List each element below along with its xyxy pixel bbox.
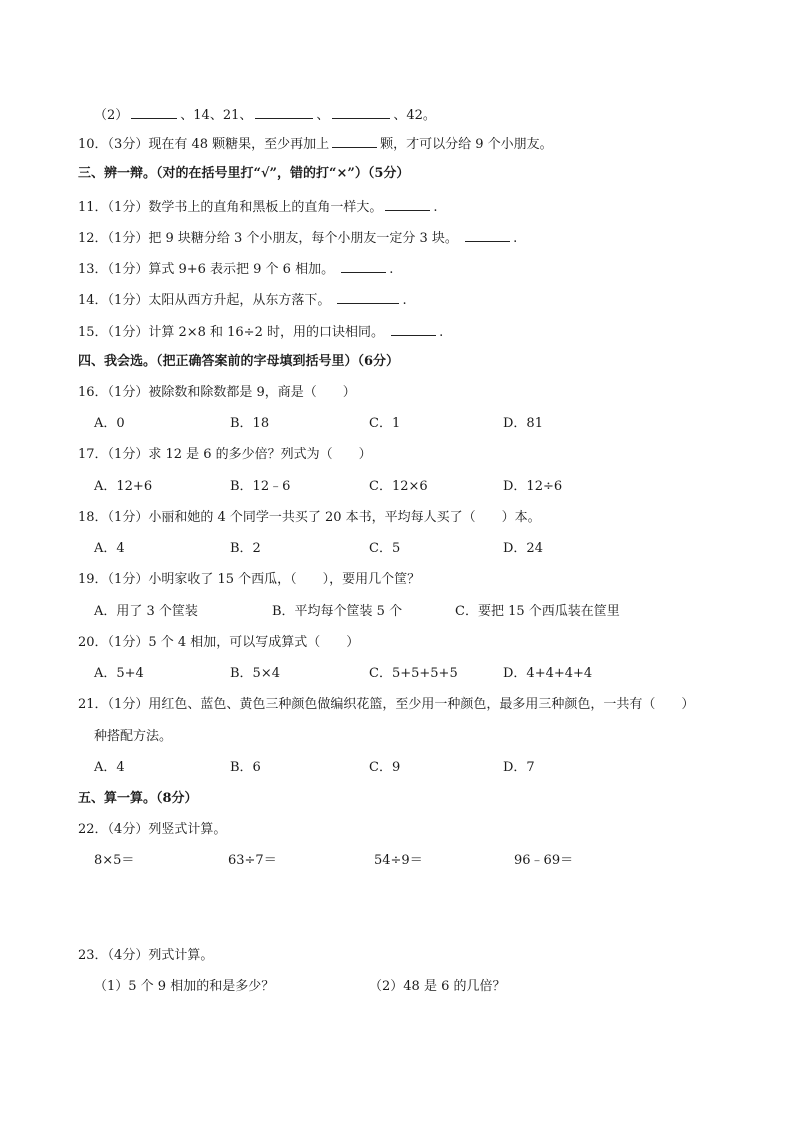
answer-blank[interactable] — [332, 135, 377, 148]
sub-question-2-line — [94, 106, 436, 124]
question-11 — [78, 198, 437, 216]
question-14 — [78, 291, 407, 309]
calc-item: 8×5＝ — [94, 853, 135, 868]
option-b[interactable]: B．6 — [230, 760, 261, 775]
question-text: 15．（1分）计算 2×8 和 16÷2 时，用的口诀相同。 — [78, 325, 384, 340]
sequence-text: 、14、21、 — [180, 108, 253, 123]
option-c[interactable]: C．要把 15 个西瓜装在筐里 — [455, 604, 620, 619]
option-d[interactable]: D．81 — [503, 416, 543, 431]
question-text: 12．（1分）把 9 块糖分给 3 个小朋友，每个小朋友一定分 3 块。 — [78, 231, 458, 246]
question-22: 22．（4分）列竖式计算。 — [78, 822, 227, 837]
option-a[interactable]: A．用了 3 个筐装 — [94, 604, 198, 619]
end-dot: . — [433, 200, 438, 215]
sub-question-1: （1）5 个 9 相加的和是多少？ — [94, 979, 275, 994]
question-text: 颗，才可以分给 9 个小朋友。 — [380, 137, 553, 152]
answer-blank[interactable] — [391, 323, 436, 336]
question-13 — [78, 260, 393, 278]
option-b[interactable]: B．12﹣6 — [230, 479, 291, 494]
sequence-text: 、42。 — [393, 108, 436, 123]
option-d[interactable]: D．24 — [503, 541, 543, 556]
question-17: 17．（1分）求 12 是 6 的多少倍？列式为（ ） — [78, 447, 372, 462]
answer-blank[interactable] — [332, 106, 390, 119]
question-text: 11．（1分）数学书上的直角和黑板上的直角一样大。 — [78, 200, 383, 215]
question-text: 10．（3分）现在有 48 颗糖果，至少再加上 — [78, 137, 330, 152]
question-23: 23．（4分）列式计算。 — [78, 948, 214, 963]
calc-item: 96﹣69＝ — [514, 853, 574, 868]
option-a[interactable]: A．4 — [94, 541, 125, 556]
question-15 — [78, 323, 443, 341]
section-4-heading: 四、我会选。（把正确答案前的字母填到括号里）（6分） — [78, 354, 400, 369]
option-a[interactable]: A．0 — [94, 416, 125, 431]
answer-blank[interactable] — [341, 260, 386, 273]
option-a[interactable]: A．4 — [94, 760, 125, 775]
section-3-heading: 三、辨一辩。（对的在括号里打“√”，错的打“×”）（5分） — [78, 166, 410, 181]
option-d[interactable]: D．7 — [503, 760, 535, 775]
option-c[interactable]: C．1 — [369, 416, 401, 431]
calc-item: 54÷9＝ — [374, 853, 423, 868]
sub-question-2: （2）48 是 6 的几倍？ — [369, 979, 506, 994]
answer-blank[interactable] — [385, 198, 430, 211]
option-b[interactable]: B．18 — [230, 416, 270, 431]
question-16: 16．（1分）被除数和除数都是 9，商是（ ） — [78, 385, 356, 400]
option-c[interactable]: C．5 — [369, 541, 401, 556]
calc-item: 63÷7＝ — [228, 853, 277, 868]
answer-blank[interactable] — [337, 291, 399, 304]
answer-blank[interactable] — [255, 106, 313, 119]
question-18: 18．（1分）小丽和她的 4 个同学一共买了 20 本书，平均每人买了（ ）本。 — [78, 510, 541, 525]
option-c[interactable]: C．12×6 — [369, 479, 428, 494]
end-dot: . — [439, 325, 444, 340]
question-text: 13．（1分）算式 9+6 表示把 9 个 6 相加。 — [78, 262, 335, 277]
end-dot: . — [389, 262, 394, 277]
option-c[interactable]: C．9 — [369, 760, 401, 775]
option-b[interactable]: B．平均每个筐装 5 个 — [272, 604, 403, 619]
question-21-continued: 种搭配方法。 — [94, 729, 173, 744]
sub-question-label: （2） — [94, 108, 129, 123]
option-d[interactable]: D．12÷6 — [503, 479, 563, 494]
end-dot: . — [402, 293, 407, 308]
sequence-text: 、 — [316, 108, 330, 123]
option-b[interactable]: B．2 — [230, 541, 261, 556]
question-12 — [78, 229, 517, 247]
question-19: 19．（1分）小明家收了 15 个西瓜，（ ），要用几个筐？ — [78, 572, 421, 587]
option-d[interactable]: D．4+4+4+4 — [503, 666, 593, 681]
answer-blank[interactable] — [131, 106, 177, 119]
option-b[interactable]: B．5×4 — [230, 666, 280, 681]
question-21: 21．（1分）用红色、蓝色、黄色三种颜色做编织花篮，至少用一种颜色，最多用三种颜色，一共有（ ） — [78, 697, 695, 712]
question-10 — [78, 135, 553, 153]
option-a[interactable]: A．12+6 — [94, 479, 153, 494]
question-text: 14．（1分）太阳从西方升起，从东方落下。 — [78, 293, 331, 308]
option-a[interactable]: A．5+4 — [94, 666, 144, 681]
section-5-heading: 五、算一算。（8分） — [78, 791, 198, 806]
question-20: 20．（1分）5 个 4 相加，可以写成算式（ ） — [78, 635, 360, 650]
option-c[interactable]: C．5+5+5+5 — [369, 666, 458, 681]
answer-blank[interactable] — [465, 229, 510, 242]
end-dot: . — [513, 231, 518, 246]
